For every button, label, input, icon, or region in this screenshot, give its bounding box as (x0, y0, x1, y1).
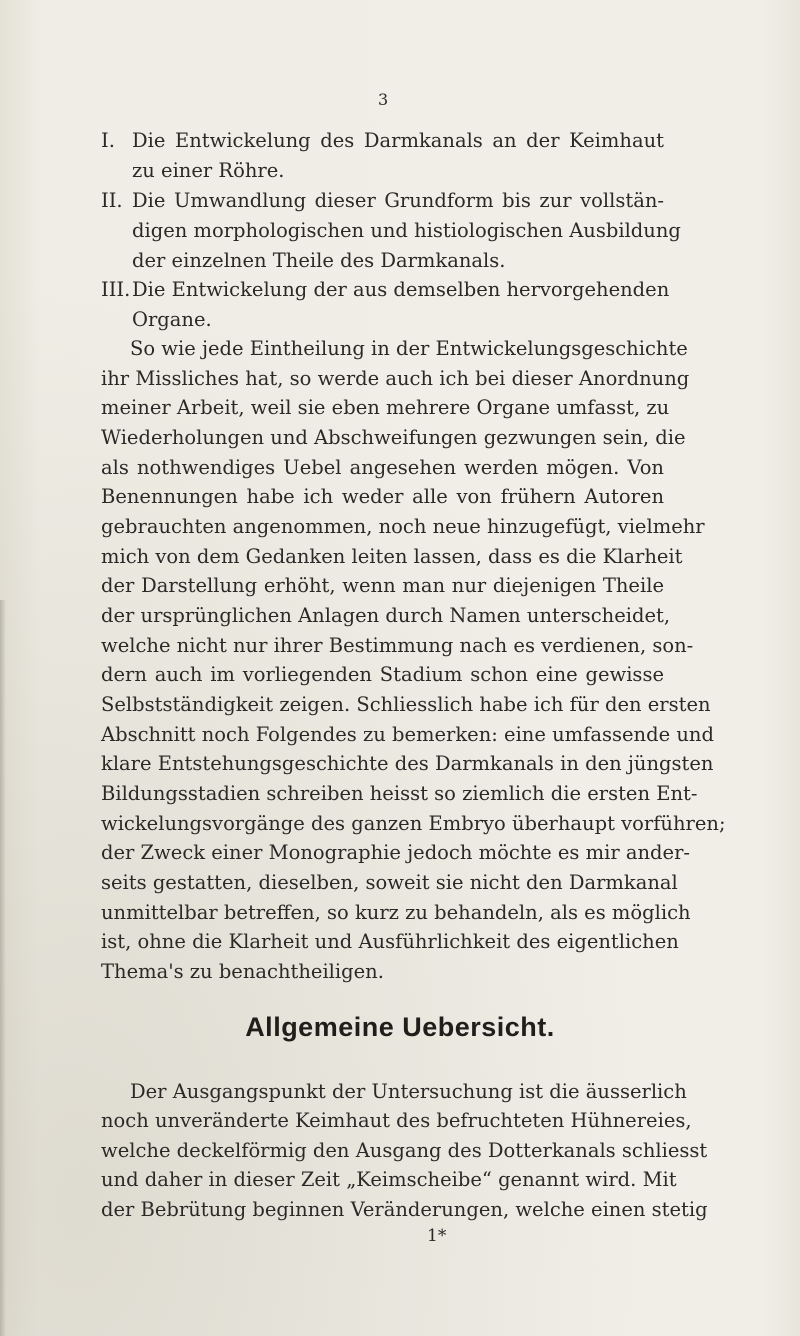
paragraph-line: dern auch im vorliegenden Stadium schon eine gewisse (101, 663, 664, 686)
paragraph-line: Benennungen habe ich weder alle von frühern Autoren (101, 485, 664, 508)
paragraph-line: noch unveränderte Keimhaut des befruchteten Hühnereies, (101, 1109, 692, 1132)
outline-line: digen morphologischen und histiologischen Ausbildung (132, 219, 681, 242)
section-heading: Allgemeine Uebersicht. (245, 1012, 555, 1042)
paragraph-line: und daher in dieser Zeit „Keimscheibe“ genannt wird. Mit (101, 1168, 677, 1191)
paragraph-line: meiner Arbeit, weil sie eben mehrere Organe umfasst, zu (101, 396, 670, 419)
outline-line: der einzelnen Theile des Darmkanals. (132, 249, 506, 272)
paragraph-line: Thema's zu benachtheiligen. (101, 960, 384, 983)
paragraph-line: welche deckelförmig den Ausgang des Dotterkanals schliesst (101, 1139, 708, 1162)
paragraph-line: welche nicht nur ihrer Bestimmung nach es verdienen, son- (101, 634, 694, 657)
paragraph-line: klare Entstehungsgeschichte des Darmkanals in den jüngsten (101, 752, 714, 775)
outline-line: Die Entwickelung des Darmkanals an der Keimhaut (132, 129, 664, 152)
outline-number: III. (101, 278, 131, 301)
outline-line: Die Umwandlung dieser Grundform bis zur vollstän- (132, 189, 664, 212)
page-edge-shadow (0, 600, 6, 1336)
outline-line: Die Entwickelung der aus demselben hervorgehenden (132, 278, 670, 301)
outline-line: zu einer Röhre. (132, 159, 285, 182)
paragraph-line: Der Ausgangspunkt der Untersuchung ist die äusserlich (130, 1080, 687, 1103)
paragraph-line: Abschnitt noch Folgendes zu bemerken: eine umfassende und (101, 723, 714, 746)
paragraph-line: als nothwendiges Uebel angesehen werden mögen. Von (101, 456, 664, 479)
paragraph-line: Selbstständigkeit zeigen. Schliesslich habe ich für den ersten (101, 693, 711, 716)
paragraph-line: mich von dem Gedanken leiten lassen, dass es die Klarheit (101, 545, 683, 568)
paragraph-line: Wiederholungen und Abschweifungen gezwungen sein, die (101, 426, 686, 449)
paragraph-line: der ursprünglichen Anlagen durch Namen unterscheidet, (101, 604, 671, 627)
outline-number: II. (101, 189, 123, 212)
outline-number: I. (101, 129, 115, 152)
paragraph-line: wickelungsvorgänge des ganzen Embryo überhaupt vorführen; (101, 812, 726, 835)
paragraph-line: Bildungsstadien schreiben heisst so ziemlich die ersten Ent- (101, 782, 698, 805)
paragraph-line: der Bebrütung beginnen Veränderungen, welche einen stetig (101, 1198, 708, 1221)
paragraph-line: seits gestatten, dieselben, soweit sie nicht den Darmkanal (101, 871, 678, 894)
paragraph-line: der Darstellung erhöht, wenn man nur diejenigen Theile (101, 574, 664, 597)
paragraph-line: unmittelbar betreffen, so kurz zu behandeln, als es möglich (101, 901, 691, 924)
signature-mark: 1* (427, 1226, 447, 1246)
paragraph-line: der Zweck einer Monographie jedoch möchte es mir ander- (101, 841, 690, 864)
page-number: 3 (378, 90, 390, 109)
paragraph-line: ist, ohne die Klarheit und Ausführlichkeit des eigentlichen (101, 930, 679, 953)
paragraph-line: ihr Missliches hat, so werde auch ich bei dieser Anordnung (101, 367, 690, 390)
outline-line: Organe. (132, 308, 212, 331)
paragraph-line: So wie jede Eintheilung in der Entwickelungsgeschichte (130, 337, 688, 360)
paragraph-line: gebrauchten angenommen, noch neue hinzugefügt, vielmehr (101, 515, 705, 538)
